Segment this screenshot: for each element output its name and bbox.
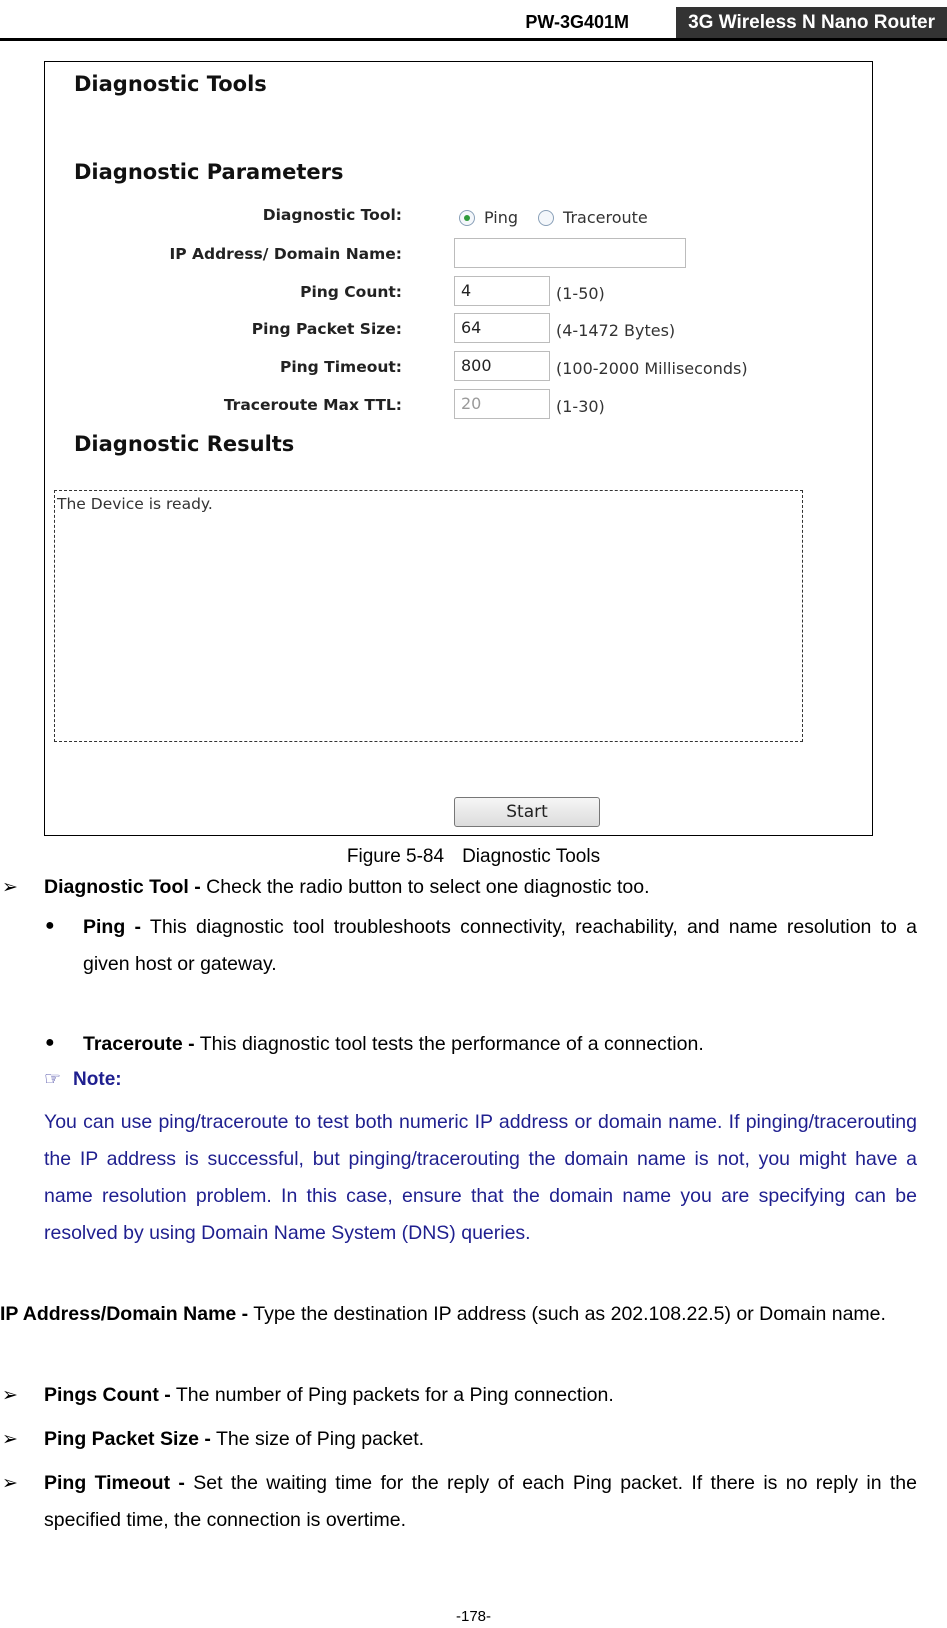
diag-tool-desc: Check the radio button to select one diagnostic too. — [206, 876, 650, 898]
ping-radio[interactable] — [459, 210, 475, 226]
results-text: The Device is ready. — [57, 495, 213, 513]
header-model: PW-3G401M — [525, 12, 629, 32]
bullet-arrow-icon: ➢ — [2, 1429, 18, 1450]
diag-tool-label: Diagnostic Tool: — [262, 206, 402, 224]
page-header — [0, 0, 947, 42]
bullet-arrow-icon: ➢ — [2, 877, 18, 898]
caption-number: Figure 5-84 — [346, 846, 445, 867]
pings-count-term: Pings Count - — [44, 1384, 171, 1406]
header-rule — [0, 38, 947, 41]
pointing-hand-icon: ☞ — [44, 1069, 62, 1090]
packet-size-desc: The size of Ping packet. — [215, 1428, 425, 1450]
diagnostic-results-box — [54, 490, 803, 742]
ping-count-hint: (1-50) — [556, 284, 605, 303]
results-heading: Diagnostic Results — [74, 432, 295, 456]
ping-timeout-hint: (100-2000 Milliseconds) — [556, 359, 748, 378]
traceroute-ttl-label: Traceroute Max TTL: — [223, 396, 402, 414]
diagnostic-tools-screenshot — [44, 61, 873, 836]
timeout-term: Ping Timeout - — [44, 1472, 185, 1494]
traceroute-radio-label[interactable]: Traceroute — [563, 208, 648, 227]
diag-tool-term: Diagnostic Tool - — [44, 876, 201, 898]
traceroute-item — [83, 1026, 917, 1063]
ui-title: Diagnostic Tools — [74, 72, 267, 96]
bullet-arrow-icon: ➢ — [2, 1385, 18, 1406]
ip-address-label: IP Address/ Domain Name: — [169, 245, 402, 263]
traceroute-ttl-hint: (1-30) — [556, 397, 605, 416]
caption-title: Diagnostic Tools — [462, 846, 601, 867]
note-heading — [44, 1068, 122, 1091]
ping-count-input[interactable]: 4 — [454, 276, 550, 306]
ping-desc: This diagnostic tool troubleshoots connectivity, reachability, and name resolution to a given host or gateway. — [83, 916, 917, 975]
figure-caption — [0, 846, 947, 868]
ping-count-label: Ping Count: — [300, 283, 402, 301]
packet-size-term: Ping Packet Size - — [44, 1428, 211, 1450]
ip-term: IP Address/Domain Name - — [0, 1303, 249, 1325]
traceroute-ttl-input: 20 — [454, 389, 550, 419]
bullet-dot-icon: ● — [45, 1034, 55, 1051]
packet-size-hint: (4-1472 Bytes) — [556, 321, 676, 340]
start-button[interactable]: Start — [454, 797, 600, 827]
header-product: 3G Wireless N Nano Router — [676, 7, 947, 38]
packet-size-item — [44, 1421, 917, 1458]
note-label: Note: — [73, 1069, 122, 1090]
traceroute-desc: This diagnostic tool tests the performance of a connection. — [199, 1033, 704, 1055]
packet-size-input[interactable]: 64 — [454, 313, 550, 343]
ping-item — [83, 909, 917, 983]
ip-desc: Type the destination IP address (such as 202.108.22.5) or Domain name. — [253, 1303, 886, 1325]
ip-item — [0, 1296, 917, 1333]
ping-timeout-input[interactable]: 800 — [454, 351, 550, 381]
ping-timeout-label: Ping Timeout: — [279, 358, 402, 376]
pings-count-desc: The number of Ping packets for a Ping connection. — [175, 1384, 614, 1406]
packet-size-label: Ping Packet Size: — [251, 320, 402, 338]
pings-count-item — [44, 1377, 917, 1414]
timeout-item — [44, 1465, 917, 1539]
timeout-desc: Set the waiting time for the reply of each Ping packet. If there is no reply in the specified time, the connection is overtime. — [44, 1472, 917, 1531]
traceroute-term: Traceroute - — [83, 1033, 195, 1055]
ping-term: Ping - — [83, 916, 141, 938]
params-heading: Diagnostic Parameters — [74, 160, 344, 184]
traceroute-radio[interactable] — [538, 210, 554, 226]
diag-tool-radio-group — [459, 208, 668, 227]
page-number: -178- — [455, 1608, 492, 1625]
bullet-dot-icon: ● — [45, 917, 55, 934]
ping-radio-label[interactable]: Ping — [484, 208, 519, 227]
ip-address-input[interactable] — [454, 238, 686, 268]
note-body: You can use ping/traceroute to test both numeric IP address or domain name. If pinging/tracerouting the IP address is successful, but pinging/tracerouting the domain name is not, you might have a name resolution problem. In this case, ensure that the domain name you are specifying can be resolved by using Domain Name System (DNS) queries. — [44, 1111, 917, 1244]
diag-tool-item — [44, 869, 917, 906]
bullet-arrow-icon: ➢ — [2, 1473, 18, 1494]
